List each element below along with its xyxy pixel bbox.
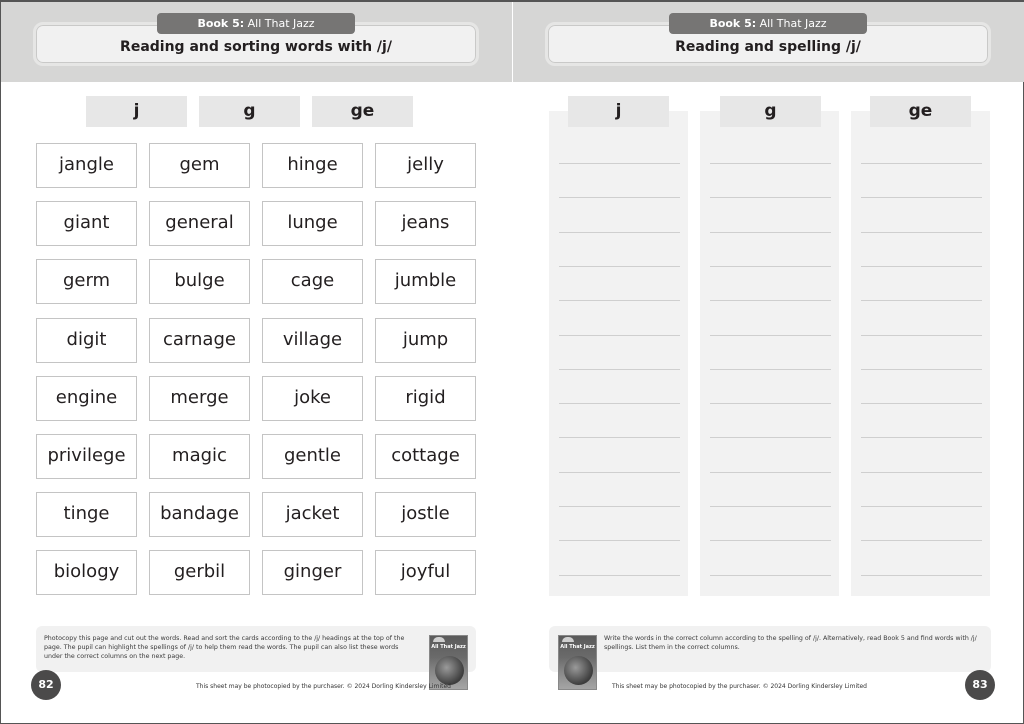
word-card[interactable]: joyful (375, 550, 476, 595)
writing-line[interactable] (559, 437, 680, 438)
word-card[interactable]: digit (36, 318, 137, 363)
writing-line[interactable] (861, 540, 982, 541)
writing-line[interactable] (559, 472, 680, 473)
book-cover-thumbnail (558, 635, 597, 690)
writing-line[interactable] (861, 197, 982, 198)
writing-line[interactable] (710, 437, 831, 438)
right-page (513, 2, 1024, 724)
column-heading-ge: ge (870, 96, 971, 127)
writing-line[interactable] (861, 575, 982, 576)
word-card[interactable]: jacket (262, 492, 363, 537)
word-card[interactable]: bulge (149, 259, 250, 304)
word-card[interactable]: carnage (149, 318, 250, 363)
word-card[interactable]: engine (36, 376, 137, 421)
cover-title: All That Jazz (560, 644, 595, 650)
copyright-text: This sheet may be photocopied by the purchaser. © 2024 Dorling Kindersley Limited (612, 683, 867, 690)
writing-line[interactable] (710, 232, 831, 233)
writing-line[interactable] (710, 163, 831, 164)
writing-line[interactable] (710, 335, 831, 336)
book-cover-thumbnail (429, 635, 468, 690)
writing-column-j (549, 111, 688, 596)
book-title: All That Jazz (759, 17, 827, 30)
writing-line[interactable] (861, 232, 982, 233)
page-number-badge: 83 (965, 670, 995, 700)
writing-line[interactable] (559, 575, 680, 576)
writing-line[interactable] (559, 266, 680, 267)
writing-line[interactable] (710, 403, 831, 404)
sort-heading-ge: ge (312, 96, 413, 127)
page-number-badge: 82 (31, 670, 61, 700)
writing-line[interactable] (559, 335, 680, 336)
column-heading-j: j (568, 96, 669, 127)
word-card[interactable]: general (149, 201, 250, 246)
word-card[interactable]: ginger (262, 550, 363, 595)
instructions-text: Write the words in the correct column according to the spelling of /j/. Alternatively, read Book 5 and find words with /j/ spellings. List them in the correct columns. (604, 635, 977, 651)
word-card[interactable]: cage (262, 259, 363, 304)
writing-line[interactable] (861, 163, 982, 164)
book-label (669, 13, 867, 34)
book-number: Book 5: (709, 17, 757, 30)
writing-line[interactable] (559, 540, 680, 541)
sort-heading-g: g (199, 96, 300, 127)
word-card[interactable]: tinge (36, 492, 137, 537)
writing-line[interactable] (710, 369, 831, 370)
cover-title: All That Jazz (431, 644, 466, 650)
logo-icon (562, 637, 574, 642)
writing-line[interactable] (710, 300, 831, 301)
book-label (157, 13, 355, 34)
word-card[interactable]: gem (149, 143, 250, 188)
writing-line[interactable] (559, 197, 680, 198)
word-card[interactable]: biology (36, 550, 137, 595)
writing-line[interactable] (559, 369, 680, 370)
writing-line[interactable] (710, 540, 831, 541)
instructions-box (36, 626, 476, 672)
word-card[interactable]: lunge (262, 201, 363, 246)
writing-line[interactable] (710, 197, 831, 198)
writing-line[interactable] (559, 232, 680, 233)
word-card[interactable]: jostle (375, 492, 476, 537)
writing-column-ge (851, 111, 990, 596)
cover-illustration (435, 656, 464, 685)
word-card[interactable]: jump (375, 318, 476, 363)
page-title: Reading and sorting words with /j/ (120, 39, 392, 55)
word-card[interactable]: jeans (375, 201, 476, 246)
cover-illustration (564, 656, 593, 685)
writing-line[interactable] (861, 472, 982, 473)
writing-line[interactable] (861, 335, 982, 336)
word-card[interactable]: magic (149, 434, 250, 479)
word-card[interactable]: jelly (375, 143, 476, 188)
word-card[interactable]: hinge (262, 143, 363, 188)
word-card[interactable]: village (262, 318, 363, 363)
writing-line[interactable] (861, 369, 982, 370)
word-card[interactable]: germ (36, 259, 137, 304)
writing-column-g (700, 111, 839, 596)
word-card[interactable]: gerbil (149, 550, 250, 595)
copyright-text: This sheet may be photocopied by the purchaser. © 2024 Dorling Kindersley Limited (196, 683, 451, 690)
word-card[interactable]: joke (262, 376, 363, 421)
word-card[interactable]: jangle (36, 143, 137, 188)
word-card[interactable]: bandage (149, 492, 250, 537)
column-heading-g: g (720, 96, 821, 127)
page-title: Reading and spelling /j/ (675, 39, 861, 55)
sort-heading-j: j (86, 96, 187, 127)
writing-line[interactable] (559, 403, 680, 404)
word-card[interactable]: merge (149, 376, 250, 421)
writing-line[interactable] (559, 300, 680, 301)
word-card[interactable]: giant (36, 201, 137, 246)
writing-line[interactable] (710, 472, 831, 473)
writing-line[interactable] (861, 403, 982, 404)
word-card[interactable]: cottage (375, 434, 476, 479)
word-card[interactable]: privilege (36, 434, 137, 479)
writing-line[interactable] (710, 506, 831, 507)
instructions-box (549, 626, 991, 672)
writing-line[interactable] (861, 300, 982, 301)
word-card[interactable]: gentle (262, 434, 363, 479)
writing-line[interactable] (710, 266, 831, 267)
writing-line[interactable] (710, 575, 831, 576)
writing-line[interactable] (861, 437, 982, 438)
book-title: All That Jazz (247, 17, 315, 30)
instructions-text: Photocopy this page and cut out the words. Read and sort the cards according to the /j/ headings at the top of the page. The pupil can highlight the spellings of /j/ to help them read the words. The pupil can also list these words under the correct columns on the next page. (44, 635, 405, 660)
word-card[interactable]: jumble (375, 259, 476, 304)
book-number: Book 5: (197, 17, 245, 30)
logo-icon (433, 637, 445, 642)
writing-line[interactable] (861, 506, 982, 507)
writing-line[interactable] (559, 163, 680, 164)
writing-line[interactable] (861, 266, 982, 267)
word-card[interactable]: rigid (375, 376, 476, 421)
writing-line[interactable] (559, 506, 680, 507)
left-page (1, 2, 512, 724)
